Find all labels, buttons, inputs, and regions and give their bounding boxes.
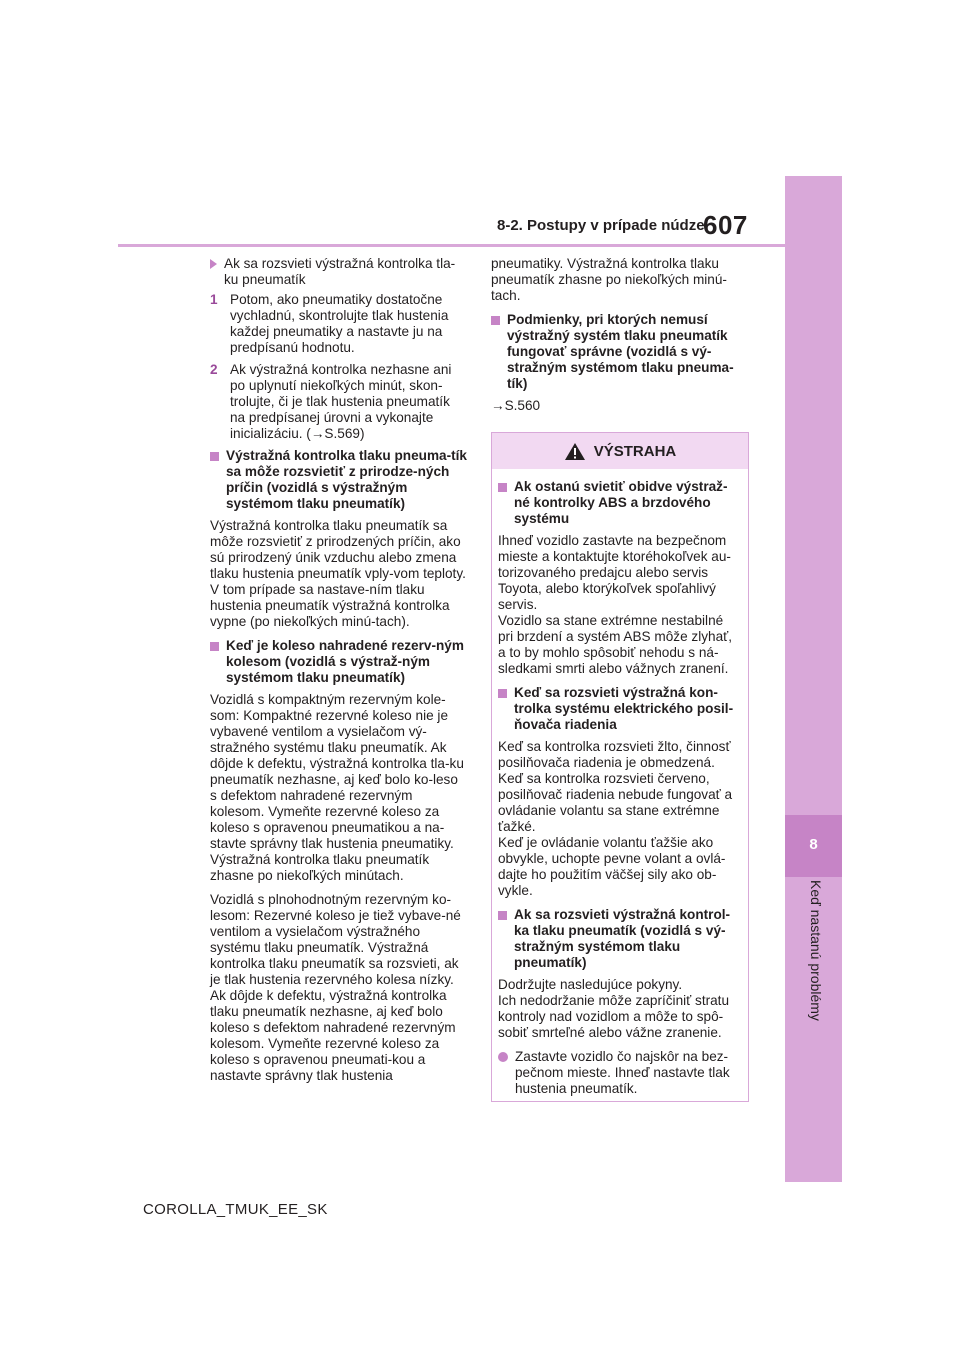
warning-heading-text: Ak ostanú svietiť obidve výstraž-né kontrolky ABS a brzdového systému bbox=[514, 479, 728, 526]
section-paragraph: Vozidlá s kompaktným rezervným kole-som: Kompaktné rezervné koleso nie je vybavené ventilom a vysielačom vý-stražného systému tlaku pneumatík. Ak dôjde k defektu, výstražná kontrolka tla-ku pneumatík nezhasne, aj keď bolo ko-leso s defektom nahradené rezervným kolesom. Vymeňte rezervné koleso za koleso s opravenou pneumatikou a na-stavte správny tlak hustenia pneumatiky. Výstražná kontrolka tlaku pneumatík zhasne po niekoľkých minútach. bbox=[210, 692, 464, 883]
square-bullet-icon bbox=[210, 452, 219, 461]
square-bullet-icon bbox=[491, 316, 500, 325]
page-reference: →S.560 bbox=[491, 398, 541, 413]
section-title: 8-2. Postupy v prípade núdze bbox=[497, 217, 705, 234]
step-number: 1 bbox=[210, 292, 218, 307]
step-text: Ak výstražná kontrolka nezhasne ani po uplynutí niekoľkých minút, skon-trolujte, či je tlak hustenia pneumatík na predpísanej úrovni a vykonajte inicializáciu. (→S.569) bbox=[230, 362, 452, 441]
warning-header bbox=[492, 433, 748, 469]
warning-paragraph: Ihneď vozidlo zastavte na bezpečnom mieste a kontaktujte ktoréhokoľvek au-torizovaného predajcu alebo servis Toyota, alebo ktorýkoľvek spoľahlivý servis. Vozidlo sa stane extrémne nestabilné pri brzdení a systém ABS môže zlyhať, a to by mohlo spôsobiť nehodu s ná-sledkami smrti alebo vážnych zranení. bbox=[498, 533, 733, 676]
warning-bullet bbox=[498, 1049, 740, 1097]
square-bullet-icon bbox=[498, 911, 507, 920]
warning-paragraph: Keď sa kontrolka rozsvieti žlto, činnosť posilňovača riadenia je obmedzená. Keď sa kontrolka rozsvieti červeno, posilňovač riadenia nebude fungovať a ovládanie volantu sa stane extrémne ťažké. Keď je ovládanie volantu ťažšie ako obvykle, uchopte pevne volant a ovlá-dajte ho použitím väčšej sily ako ob-vykle. bbox=[498, 739, 733, 898]
warning-heading-text: Ak sa rozsvieti výstražná kontrol-ka tlaku pneumatík (vozidlá s vý-stražným systémom tlaku pneumatík) bbox=[514, 907, 731, 970]
section-heading-text: Podmienky, pri ktorých nemusí výstražný systém tlaku pneumatík fungovať správne (vozidlá s vý-stražným systémom tlaku pneuma-tík) bbox=[507, 312, 734, 391]
triangle-bullet-icon bbox=[210, 256, 224, 288]
intro-bullet-text: Ak sa rozsvieti výstražná kontrolka tla-ku pneumatík bbox=[224, 256, 456, 287]
warning-box bbox=[491, 432, 749, 1102]
section-paragraph: Výstražná kontrolka tlaku pneumatík sa môže rozsvietiť z prirodzených príčin, ako sú prirodzený únik vzduchu alebo zmena tlaku hustenia pneumatík vply-vom teploty. V tom prípade sa nastave-ním tlaku hustenia pneumatík výstražná kontrolka vypne (po niekoľkých minú-tach). bbox=[210, 518, 466, 629]
warning-body bbox=[492, 469, 748, 1097]
step-text: Potom, ako pneumatiky dostatočne vychladnú, skontrolujte tlak hustenia každej pneumatiky a nastavte ju na predpísanú hodnotu. bbox=[230, 292, 449, 355]
section-heading bbox=[491, 312, 751, 392]
square-bullet-icon bbox=[498, 483, 507, 492]
square-bullet-icon bbox=[210, 642, 219, 651]
warning-heading bbox=[498, 685, 740, 733]
warning-triangle-icon bbox=[564, 442, 586, 461]
intro-bullet bbox=[210, 256, 468, 288]
chapter-number: 8 bbox=[809, 836, 818, 853]
continuation-paragraph: pneumatiky. Výstražná kontrolka tlaku pneumatík zhasne po niekoľkých minú-tach. bbox=[491, 256, 727, 303]
warning-heading bbox=[498, 479, 740, 527]
section-heading bbox=[210, 448, 468, 512]
step-number: 2 bbox=[210, 362, 218, 377]
warning-bullet-text: Zastavte vozidlo čo najskôr na bez-pečnom mieste. Ihneď nastavte tlak hustenia pneumatík. bbox=[515, 1049, 730, 1096]
header-divider bbox=[118, 244, 840, 247]
warning-heading bbox=[498, 907, 740, 971]
right-column bbox=[491, 256, 751, 422]
document-code: COROLLA_TMUK_EE_SK bbox=[143, 1201, 328, 1218]
section-paragraph: Vozidlá s plnohodnotným rezervným ko-lesom: Rezervné koleso je tiež vybave-né ventilom a vysielačom výstražného systému tlaku pneumatík. Výstražná kontrolka tlaku pneumatík sa rozsvieti, ak je tlak hustenia rezervného kolesa nízky. Ak dôjde k defektu, výstražná kontrolka tlaku pneumatík nezhasne, aj keď bolo koleso s defektom nahradené rezervným kolesom. Vymeňte rezervné koleso za koleso s opravenou pneumati-kou a nastavte správny tlak hustenia bbox=[210, 892, 461, 1083]
circle-bullet-icon bbox=[498, 1052, 508, 1062]
section-heading-text: Keď je koleso nahradené rezerv-ným kolesom (vozidlá s výstraž-ným systémom tlaku pneumatík) bbox=[226, 638, 464, 685]
section-heading-text: Výstražná kontrolka tlaku pneuma-tík sa môže rozsvietiť z prirodze-ných príčin (vozidlá s výstražným systémom tlaku pneumatík) bbox=[226, 448, 467, 511]
section-heading bbox=[210, 638, 468, 686]
left-column bbox=[210, 256, 468, 1092]
chapter-label: Keď nastanú problémy bbox=[808, 880, 824, 1021]
step-1 bbox=[210, 292, 468, 356]
warning-title: VÝSTRAHA bbox=[593, 442, 677, 460]
warning-heading-text: Keď sa rozsvieti výstražná kon-trolka systému elektrického posil-ňovača riadenia bbox=[514, 685, 734, 732]
square-bullet-icon bbox=[498, 689, 507, 698]
page-number: 607 bbox=[703, 210, 748, 240]
step-2 bbox=[210, 362, 468, 442]
warning-paragraph: Dodržujte nasledujúce pokyny. Ich nedodržanie môže zapríčiniť stratu kontroly nad vozidlom a môže to spô-sobiť smrteľné alebo vážne zranenie. bbox=[498, 977, 730, 1040]
